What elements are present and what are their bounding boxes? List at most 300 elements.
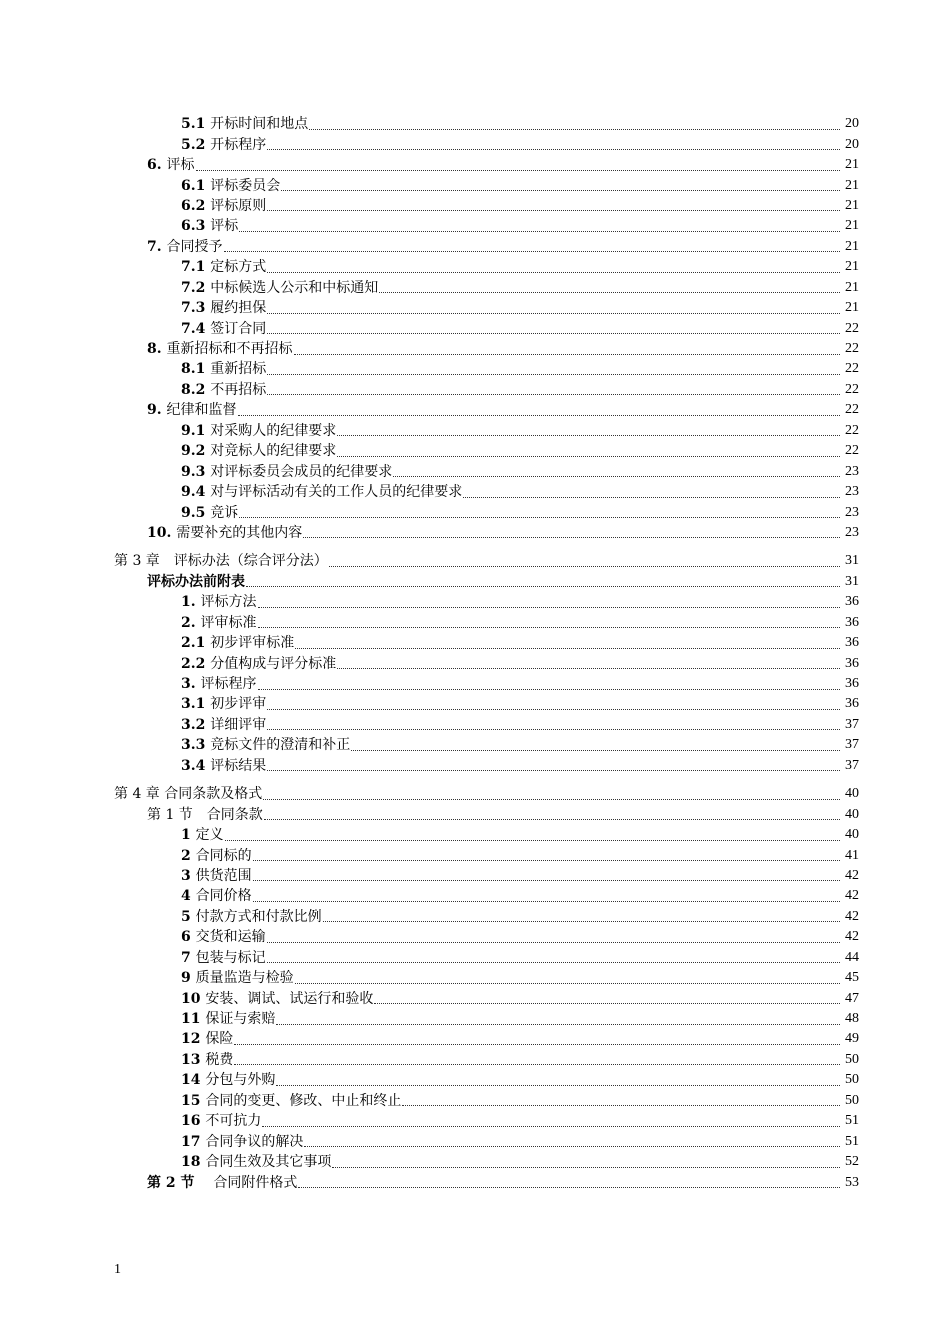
toc-entry-title: 竞诉	[210, 504, 239, 521]
toc-entry-label	[181, 1135, 303, 1149]
toc-entry-title: 合同争议的解决	[205, 1133, 304, 1150]
dot-leader	[258, 689, 841, 690]
toc-entry[interactable]	[0, 1091, 950, 1111]
toc-entry-number: 4	[181, 888, 196, 905]
toc-entry[interactable]	[0, 278, 950, 298]
toc-entry-label	[181, 444, 336, 458]
toc-entry-page: 40	[845, 827, 859, 843]
toc-entry-page: 42	[845, 867, 859, 883]
dot-leader	[225, 840, 840, 841]
toc-entry-title: 分包与外购	[205, 1072, 276, 1089]
toc-entry[interactable]	[0, 421, 950, 441]
dot-leader	[304, 1146, 840, 1147]
dot-leader	[337, 456, 840, 457]
toc-entry-title: 评标	[210, 218, 239, 235]
toc-entry-page: 23	[845, 504, 859, 520]
toc-entry-page: 42	[845, 929, 859, 945]
dot-leader	[393, 476, 840, 477]
toc-entry-number: 1.	[181, 594, 201, 611]
toc-entry-page: 36	[845, 696, 859, 712]
toc-entry-title: 包装与标记	[195, 949, 266, 966]
toc-entry-title: 中标候选人公示和中标通知	[210, 279, 379, 296]
dot-leader	[264, 819, 840, 820]
toc-entry-label	[181, 869, 252, 883]
toc-entry[interactable]	[0, 196, 950, 216]
toc-entry-title: 竞标文件的澄清和补正	[210, 737, 351, 754]
dot-leader	[267, 374, 840, 375]
toc-entry-label	[181, 636, 294, 650]
toc-entry-number: 13	[181, 1051, 206, 1068]
toc-entry-page: 23	[845, 463, 859, 479]
toc-entry-number: 9.2	[181, 443, 211, 460]
toc-entry-page: 37	[845, 716, 859, 732]
toc-entry-page: 49	[845, 1031, 859, 1047]
toc-entry[interactable]	[0, 735, 950, 755]
toc-entry[interactable]	[0, 216, 950, 236]
toc-entry-page: 23	[845, 484, 859, 500]
dot-leader	[323, 921, 840, 922]
toc-entry-page: 20	[845, 136, 859, 152]
toc-entry-title: 定义	[195, 827, 224, 844]
dot-leader	[281, 190, 840, 191]
toc-entry-number: 5.1	[181, 116, 211, 133]
toc-entry[interactable]	[0, 380, 950, 400]
toc-entry-number: 7.4	[181, 320, 211, 337]
toc-entry-number: 9.5	[181, 504, 211, 521]
dot-leader	[337, 435, 840, 436]
dot-leader	[351, 750, 840, 751]
toc-entry-number: 8.	[147, 341, 167, 358]
dot-leader	[253, 860, 840, 861]
toc-entry-label	[181, 322, 266, 336]
toc-entry-label	[181, 889, 252, 903]
toc-entry-title: 保证与索赔	[205, 1011, 276, 1028]
toc-entry-page: 36	[845, 676, 859, 692]
dot-leader	[332, 1167, 840, 1168]
toc-entry-label	[181, 301, 266, 315]
toc-entry-label	[147, 158, 195, 172]
toc-entry-page: 36	[845, 614, 859, 630]
toc-entry[interactable]	[0, 927, 950, 947]
dot-leader	[263, 799, 840, 800]
toc-entry-title: 重新招标和不再招标	[166, 341, 293, 358]
toc-entry-page: 48	[845, 1011, 859, 1027]
toc-entry-title: 对竞标人的纪律要求	[210, 443, 337, 460]
toc-entry-label	[147, 808, 263, 822]
dot-leader	[276, 1085, 840, 1086]
toc-entry-page: 51	[845, 1133, 859, 1149]
toc-entry-label	[181, 759, 266, 773]
toc-entry[interactable]	[0, 1111, 950, 1131]
toc-entry[interactable]	[0, 948, 950, 968]
toc-entry-number: 6	[181, 929, 196, 946]
toc-entry-title: 评标委员会	[210, 177, 281, 194]
table-of-contents	[0, 114, 950, 1193]
toc-entry-page: 21	[845, 218, 859, 234]
toc-entry[interactable]	[0, 907, 950, 927]
toc-entry-number: 5	[181, 908, 196, 925]
toc-entry-page: 21	[845, 157, 859, 173]
toc-entry-label	[181, 1155, 331, 1169]
toc-entry-title: 不再招标	[210, 381, 267, 398]
toc-entry[interactable]	[0, 968, 950, 988]
toc-entry-title: 供货范围	[195, 867, 252, 884]
toc-entry[interactable]	[0, 523, 950, 543]
toc-entry-number: 7.2	[181, 279, 211, 296]
dot-leader	[402, 1105, 840, 1106]
toc-entry-title: 安装、调试、试运行和验收	[205, 990, 374, 1007]
toc-entry-label	[181, 362, 266, 376]
toc-entry-label	[147, 1176, 297, 1190]
toc-entry-number: 15	[181, 1092, 206, 1109]
toc-entry-number: 3.	[181, 676, 201, 693]
toc-entry-label	[181, 281, 378, 295]
toc-entry-number: 9.1	[181, 422, 211, 439]
toc-entry[interactable]	[0, 134, 950, 154]
toc-entry-page: 22	[845, 361, 859, 377]
toc-entry-title: 评标程序	[200, 676, 257, 693]
toc-entry-title: 纪律和监督	[166, 402, 237, 419]
toc-entry-page: 22	[845, 402, 859, 418]
dot-leader	[298, 1187, 840, 1188]
toc-entry-title: 交货和运输	[195, 929, 266, 946]
toc-entry-label	[181, 697, 266, 711]
toc-entry-label	[181, 971, 294, 985]
toc-entry[interactable]	[0, 866, 950, 886]
toc-entry-number: 2.2	[181, 655, 211, 672]
toc-entry-page: 41	[845, 847, 859, 863]
toc-entry[interactable]	[0, 784, 950, 804]
dot-leader	[253, 880, 840, 881]
toc-entry[interactable]	[0, 339, 950, 359]
toc-entry-label	[181, 179, 280, 193]
toc-entry-page: 22	[845, 320, 859, 336]
toc-entry-title: 对采购人的纪律要求	[210, 422, 337, 439]
toc-entry-label	[181, 383, 266, 397]
toc-entry-title: 开标时间和地点	[210, 116, 309, 133]
toc-entry-number: 3.4	[181, 757, 211, 774]
toc-entry-title: 合同附件格式	[199, 1174, 298, 1191]
toc-entry-page: 42	[845, 888, 859, 904]
toc-entry-page: 21	[845, 300, 859, 316]
toc-entry-label	[114, 554, 328, 568]
toc-entry-title: 初步评审标准	[210, 635, 295, 652]
toc-entry-label	[181, 219, 238, 233]
toc-entry[interactable]	[0, 400, 950, 420]
toc-entry-number: 9.3	[181, 463, 211, 480]
toc-entry[interactable]	[0, 551, 950, 571]
toc-entry-page: 37	[845, 737, 859, 753]
toc-entry-page: 31	[845, 573, 859, 589]
toc-entry-title: 合同生效及其它事项	[205, 1154, 332, 1171]
toc-entry-label	[147, 342, 293, 356]
toc-entry[interactable]	[0, 502, 950, 522]
toc-entry[interactable]	[0, 155, 950, 175]
toc-entry[interactable]	[0, 804, 950, 824]
toc-entry-page: 21	[845, 197, 859, 213]
toc-entry[interactable]	[0, 886, 950, 906]
toc-entry-label	[181, 260, 266, 274]
toc-entry-page: 22	[845, 381, 859, 397]
toc-entry-title: 税费	[205, 1051, 234, 1068]
toc-entry-label	[181, 465, 392, 479]
toc-entry-number: 6.1	[181, 177, 211, 194]
toc-entry-title: 初步评审	[210, 696, 267, 713]
toc-entry[interactable]	[0, 318, 950, 338]
toc-entry[interactable]	[0, 572, 950, 592]
toc-entry-label	[181, 930, 266, 944]
toc-entry[interactable]	[0, 1070, 950, 1090]
toc-entry[interactable]	[0, 1029, 950, 1049]
dot-leader	[295, 648, 840, 649]
toc-entry-label	[181, 199, 266, 213]
toc-entry[interactable]	[0, 175, 950, 195]
toc-entry-label	[181, 992, 373, 1006]
toc-entry-number: 10.	[147, 524, 177, 541]
dot-leader	[224, 251, 841, 252]
toc-entry-title: 需要补充的其他内容	[176, 524, 303, 541]
toc-entry-number: 6.3	[181, 218, 211, 235]
toc-entry-label	[147, 403, 237, 417]
toc-entry-title: 定标方式	[210, 259, 267, 276]
toc-entry-number: 7	[181, 949, 196, 966]
toc-entry-title: 合同标的	[195, 847, 252, 864]
dot-leader	[303, 537, 840, 538]
toc-entry-number: 7.3	[181, 300, 211, 317]
dot-leader	[267, 313, 840, 314]
dot-leader	[258, 627, 841, 628]
toc-entry-number: 14	[181, 1072, 206, 1089]
toc-entry[interactable]	[0, 257, 950, 277]
toc-entry-number: 6.	[147, 157, 167, 174]
toc-entry-number: 18	[181, 1154, 206, 1171]
toc-entry[interactable]	[0, 613, 950, 633]
toc-entry-page: 40	[845, 786, 859, 802]
toc-entry-number: 3.2	[181, 716, 211, 733]
dot-leader	[238, 415, 841, 416]
dot-leader	[463, 497, 840, 498]
toc-entry-number: 2.1	[181, 635, 211, 652]
dot-leader	[337, 668, 840, 669]
toc-entry-number: 3.1	[181, 696, 211, 713]
dot-leader	[267, 709, 840, 710]
dot-leader	[239, 517, 840, 518]
toc-entry-label	[181, 1053, 233, 1067]
toc-entry-page: 31	[845, 553, 859, 569]
toc-entry-number: 10	[181, 990, 206, 1007]
toc-entry-title: 评标	[166, 157, 195, 174]
toc-entry[interactable]	[0, 441, 950, 461]
toc-entry-number: 11	[181, 1011, 206, 1028]
dot-leader	[258, 607, 841, 608]
toc-entry-page: 50	[845, 1072, 859, 1088]
toc-entry-title: 合同授予	[166, 238, 223, 255]
toc-entry[interactable]	[0, 114, 950, 134]
toc-entry-page: 50	[845, 1092, 859, 1108]
toc-entry-title: 保险	[205, 1031, 234, 1048]
toc-entry[interactable]	[0, 1131, 950, 1151]
toc-entry-title: 对评标委员会成员的纪律要求	[210, 463, 393, 480]
toc-entry-label	[181, 1012, 275, 1026]
toc-entry-title: 签订合同	[210, 320, 267, 337]
dot-leader	[267, 770, 840, 771]
toc-entry-page: 21	[845, 238, 859, 254]
toc-entry[interactable]	[0, 1172, 950, 1192]
toc-entry[interactable]	[0, 653, 950, 673]
toc-entry-number: 第 2 节	[147, 1174, 200, 1191]
toc-entry-number: 17	[181, 1133, 206, 1150]
toc-entry-title: 履约担保	[210, 300, 267, 317]
toc-entry-title: 第 1 节 合同条款	[147, 806, 263, 823]
toc-entry-title: 合同的变更、修改、中止和终止	[205, 1092, 402, 1109]
toc-entry[interactable]	[0, 988, 950, 1008]
toc-entry-page: 22	[845, 341, 859, 357]
toc-entry-label	[181, 616, 257, 630]
toc-entry[interactable]	[0, 482, 950, 502]
dot-leader	[267, 942, 840, 943]
toc-entry-label	[181, 1094, 401, 1108]
toc-entry-number: 9.	[147, 402, 167, 419]
dot-leader	[267, 210, 840, 211]
dot-leader	[267, 272, 840, 273]
toc-entry-number: 7.	[147, 238, 167, 255]
toc-entry-title: 重新招标	[210, 361, 267, 378]
toc-entry-title: 评标结果	[210, 757, 267, 774]
toc-entry-page: 36	[845, 594, 859, 610]
dot-leader	[379, 292, 840, 293]
toc-entry-number: 8.1	[181, 361, 211, 378]
toc-entry-number: 1	[181, 827, 196, 844]
toc-entry-title: 付款方式和付款比例	[195, 908, 322, 925]
toc-entry-number: 6.2	[181, 197, 211, 214]
dot-leader	[309, 129, 840, 130]
toc-entry-number: 3.3	[181, 737, 211, 754]
toc-entry[interactable]	[0, 1009, 950, 1029]
toc-entry-label	[181, 117, 308, 131]
dot-leader	[295, 983, 840, 984]
toc-entry-label	[181, 738, 350, 752]
toc-entry-number: 2.	[181, 614, 201, 631]
toc-entry-title: 详细评审	[210, 716, 267, 733]
dot-leader	[329, 566, 840, 567]
toc-entry-page: 21	[845, 177, 859, 193]
dot-leader	[374, 1003, 840, 1004]
toc-entry-page: 36	[845, 655, 859, 671]
toc-entry-title: 评标办法前附表	[147, 573, 245, 590]
toc-entry-label	[181, 951, 266, 965]
dot-leader	[267, 333, 840, 334]
dot-leader	[246, 586, 840, 587]
toc-entry-page: 52	[845, 1154, 859, 1170]
toc-entry-page: 50	[845, 1051, 859, 1067]
toc-entry-label	[114, 787, 262, 801]
toc-entry-page: 42	[845, 908, 859, 924]
dot-leader	[267, 962, 840, 963]
dot-leader	[234, 1064, 840, 1065]
toc-entry-title: 开标程序	[210, 136, 267, 153]
toc-entry-page: 21	[845, 259, 859, 275]
dot-leader	[267, 394, 840, 395]
toc-entry-label	[181, 910, 322, 924]
toc-entry-page: 23	[845, 524, 859, 540]
toc-entry[interactable]	[0, 359, 950, 379]
dot-leader	[239, 231, 840, 232]
toc-entry-label	[181, 718, 266, 732]
toc-entry-label	[181, 595, 257, 609]
toc-entry-page: 53	[845, 1174, 859, 1190]
toc-entry[interactable]	[0, 1152, 950, 1172]
dot-leader	[267, 149, 840, 150]
toc-entry[interactable]	[0, 461, 950, 481]
toc-entry-title: 不可抗力	[205, 1113, 262, 1130]
toc-entry-number: 3	[181, 867, 196, 884]
toc-entry-label	[147, 575, 245, 589]
dot-leader	[294, 354, 841, 355]
toc-entry-label	[147, 526, 302, 540]
toc-entry-page: 45	[845, 970, 859, 986]
toc-entry-label	[181, 1073, 275, 1087]
toc-entry-page: 40	[845, 806, 859, 822]
toc-entry-title: 质量监造与检验	[195, 970, 294, 987]
dot-leader	[262, 1126, 840, 1127]
dot-leader	[276, 1024, 840, 1025]
toc-entry-number: 9.4	[181, 484, 211, 501]
toc-entry-page: 21	[845, 279, 859, 295]
toc-entry-page: 44	[845, 949, 859, 965]
dot-leader	[196, 170, 841, 171]
toc-entry-label	[181, 424, 336, 438]
toc-entry-label	[181, 1032, 233, 1046]
toc-entry-page: 20	[845, 116, 859, 132]
toc-entry-label	[181, 506, 238, 520]
dot-leader	[253, 901, 840, 902]
toc-entry-number: 9	[181, 970, 196, 987]
toc-entry-label	[181, 657, 336, 671]
toc-entry[interactable]	[0, 694, 950, 714]
dot-leader	[234, 1044, 840, 1045]
toc-entry[interactable]	[0, 825, 950, 845]
toc-entry[interactable]	[0, 592, 950, 612]
toc-entry[interactable]	[0, 715, 950, 735]
toc-entry[interactable]	[0, 1050, 950, 1070]
toc-entry[interactable]	[0, 756, 950, 776]
toc-entry-number: 16	[181, 1113, 206, 1130]
toc-entry-page: 47	[845, 990, 859, 1006]
toc-entry-title: 分值构成与评分标准	[210, 655, 337, 672]
toc-entry-label	[181, 138, 266, 152]
toc-entry[interactable]	[0, 633, 950, 653]
toc-entry-title: 评标原则	[210, 197, 267, 214]
toc-entry-number: 12	[181, 1031, 206, 1048]
toc-entry-title: 合同价格	[195, 888, 252, 905]
toc-entry-label	[181, 828, 224, 842]
toc-entry-number: 8.2	[181, 381, 211, 398]
toc-entry-page: 22	[845, 443, 859, 459]
toc-entry-number: 5.2	[181, 136, 211, 153]
toc-entry-label	[181, 677, 257, 691]
toc-entry[interactable]	[0, 237, 950, 257]
toc-entry-label	[181, 485, 462, 499]
toc-entry-number: 7.1	[181, 259, 211, 276]
toc-entry[interactable]	[0, 298, 950, 318]
toc-entry[interactable]	[0, 674, 950, 694]
toc-entry[interactable]	[0, 845, 950, 865]
toc-entry-page: 51	[845, 1113, 859, 1129]
toc-entry-title: 评审标准	[200, 614, 257, 631]
toc-entry-page: 22	[845, 422, 859, 438]
toc-entry-page: 36	[845, 635, 859, 651]
page-number: 1	[114, 1262, 121, 1277]
